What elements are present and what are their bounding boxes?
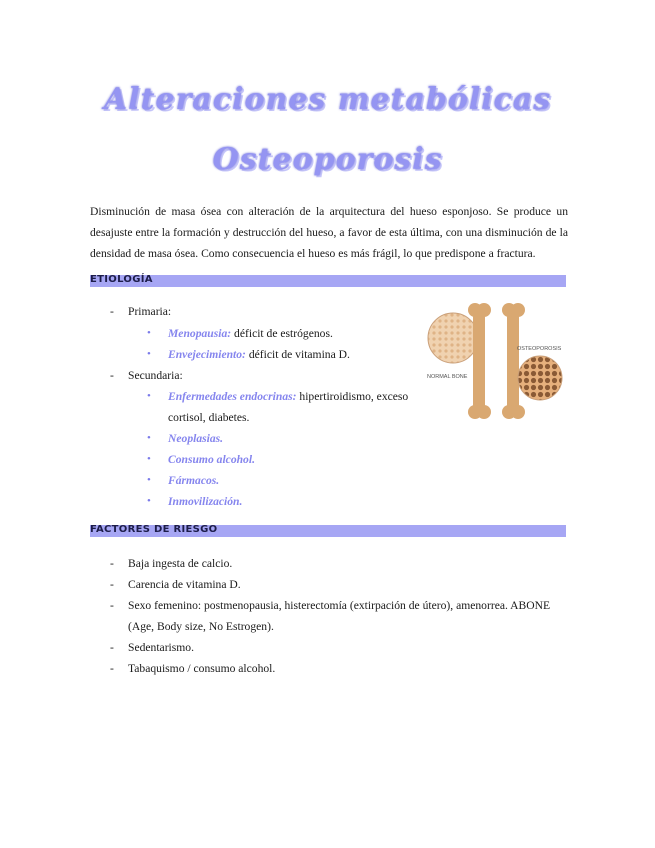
osteoporosis-label: OSTEOPOROSIS bbox=[517, 346, 562, 352]
term-endocrinas: Enfermedades endocrinas: bbox=[168, 390, 297, 403]
dash-bullet: - bbox=[110, 557, 114, 570]
normal-bone-cross-section bbox=[428, 313, 478, 363]
risk-factor-item: Sexo femenino: postmenopausia, histerectomía (extirpación de útero), amenorrea. ABONE bbox=[128, 599, 551, 612]
list-item bbox=[168, 348, 350, 361]
intro-paragraph: Disminución de masa ósea con alteración de la arquitectura del hueso esponjoso. Se produce un desajuste entre la formación y destrucción del hueso, a favor de esta última, con una disminución de la densidad de masa ósea. Como consecuencia el hueso es más frágil, lo que predispone a fractura. bbox=[90, 205, 568, 260]
bullet-dot: • bbox=[147, 327, 151, 339]
list-item-continuation: cortisol, diabetes. bbox=[168, 411, 250, 424]
term-envejecimiento: Envejecimiento: bbox=[168, 348, 246, 361]
bullet-dot: • bbox=[147, 474, 151, 486]
section-title-factores: FACTORES DE RIESGO bbox=[90, 524, 218, 535]
dash-bullet: - bbox=[110, 305, 114, 318]
osteoporotic-bone-icon bbox=[502, 303, 525, 419]
risk-factor-item: Tabaquismo / consumo alcohol. bbox=[128, 662, 276, 675]
section-title-etiologia: ETIOLOGÍA bbox=[90, 274, 153, 285]
term-menopausia-text: déficit de estrógenos. bbox=[231, 327, 333, 340]
section-header-factores bbox=[90, 525, 566, 537]
bullet-dot: • bbox=[147, 453, 151, 465]
bullet-dot: • bbox=[147, 348, 151, 360]
bullet-dot: • bbox=[147, 495, 151, 507]
term-farmacos: Fármacos. bbox=[168, 474, 220, 487]
page-title: Alteraciones metabólicas bbox=[103, 82, 552, 117]
dash-bullet: - bbox=[110, 662, 114, 675]
term-endocrinas-text: hipertiroidismo, exceso bbox=[296, 390, 409, 403]
etiologia-secundaria: Secundaria: bbox=[128, 369, 183, 382]
term-envejecimiento-text: déficit de vitamina D. bbox=[245, 348, 350, 361]
normal-bone-label: NORMAL BONE bbox=[427, 374, 468, 380]
dash-bullet: - bbox=[110, 578, 114, 591]
page-subtitle: Osteoporosis bbox=[212, 142, 443, 177]
osteoporotic-bone-cross-section bbox=[518, 356, 562, 400]
dash-bullet: - bbox=[110, 369, 114, 382]
dash-bullet: - bbox=[110, 641, 114, 654]
list-item bbox=[168, 327, 333, 340]
risk-factor-item: Sedentarismo. bbox=[128, 641, 195, 654]
bullet-dot: • bbox=[147, 390, 151, 402]
etiologia-primaria: Primaria: bbox=[128, 305, 172, 318]
bullet-dot: • bbox=[147, 432, 151, 444]
bone-illustration bbox=[425, 300, 567, 422]
risk-factor-item: Baja ingesta de calcio. bbox=[128, 557, 233, 570]
dash-bullet: - bbox=[110, 599, 114, 612]
term-neoplasias: Neoplasias. bbox=[168, 432, 224, 445]
term-alcohol: Consumo alcohol. bbox=[168, 453, 255, 466]
section-header-etiologia bbox=[90, 275, 566, 287]
list-item bbox=[168, 390, 408, 403]
term-menopausia: Menopausia: bbox=[168, 327, 232, 340]
term-inmovilizacion: Inmovilización. bbox=[168, 495, 243, 508]
risk-factor-item-continuation: (Age, Body size, No Estrogen). bbox=[128, 620, 274, 633]
risk-factor-item: Carencia de vitamina D. bbox=[128, 578, 241, 591]
